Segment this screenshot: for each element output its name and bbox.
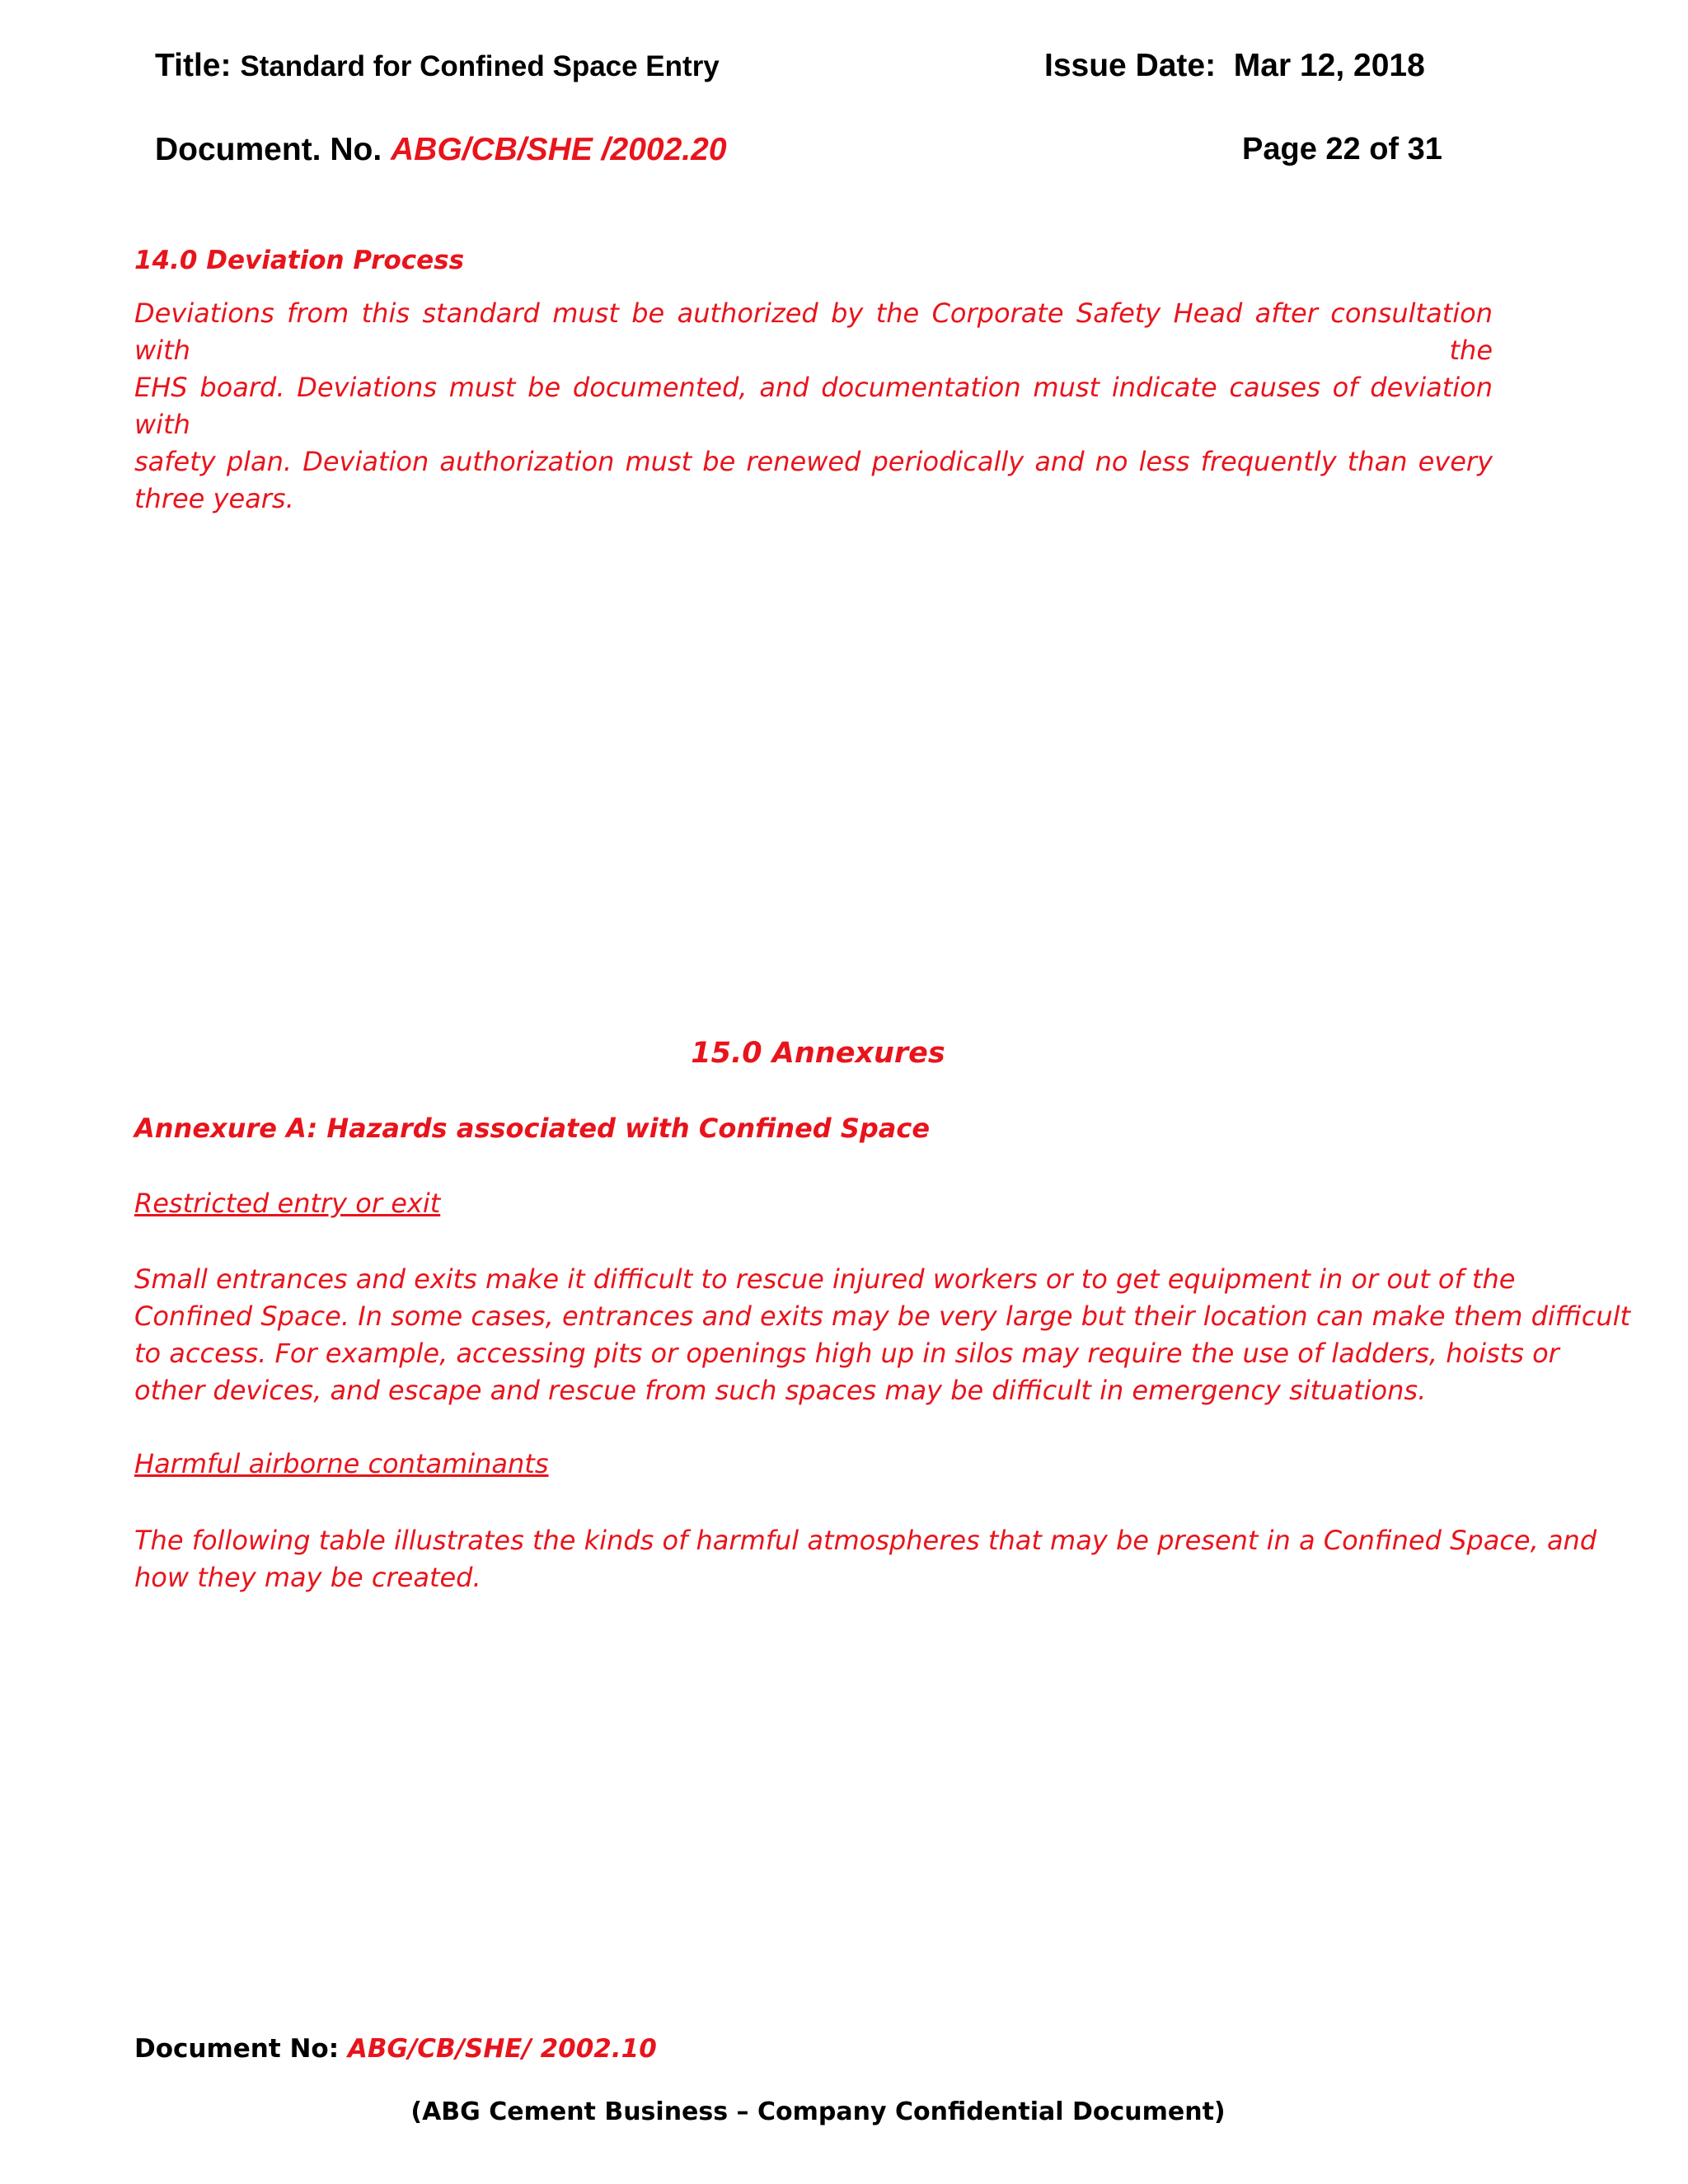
section-14-heading: 14.0 Deviation Process (134, 246, 465, 275)
footer-document-number-value: ABG/CB/SHE/ 2002.10 (347, 2034, 657, 2064)
paragraph-line: EHS board. Deviations must be documented, and documentation must indicate causes of deviation with (134, 372, 1493, 440)
paragraph-line: other devices, and escape and rescue from such spaces may be difficult in emergency situations. (134, 1375, 1427, 1406)
restricted-entry-subheading: Restricted entry or exit (134, 1188, 441, 1219)
annexure-a-heading: Annexure A: Hazards associated with Confined Space (134, 1113, 931, 1144)
page-number: Page 22 of 31 (1242, 132, 1442, 166)
paragraph-line: Deviations from this standard must be authorized by the Corporate Safety Head after consultation with the (134, 298, 1493, 366)
document-number (155, 132, 727, 168)
document-number-label: Document. No. (155, 132, 382, 167)
section-14-paragraph (134, 295, 1493, 518)
airborne-contaminants-paragraph (134, 1522, 1597, 1596)
restricted-entry-paragraph (134, 1261, 1631, 1409)
paragraph-line: safety plan. Deviation authorization must be renewed periodically and no less frequently than every (134, 446, 1493, 477)
issue-date (1044, 48, 1425, 84)
issue-date-label: Issue Date: (1044, 48, 1217, 83)
title-label: Title: (155, 48, 232, 83)
airborne-contaminants-subheading: Harmful airborne contaminants (134, 1448, 549, 1479)
paragraph-line: The following table illustrates the kinds of harmful atmospheres that may be present in a Confined Space, and (134, 1525, 1597, 1556)
footer-document-number (134, 2034, 657, 2064)
document-number-value: ABG/CB/SHE /2002.20 (391, 132, 727, 167)
document-title (155, 48, 720, 84)
paragraph-line: three years. (134, 483, 294, 514)
paragraph-line: how they may be created. (134, 1562, 481, 1593)
section-15-heading: 15.0 Annexures (691, 1037, 945, 1070)
issue-date-value: Mar 12, 2018 (1233, 48, 1425, 83)
title-text: Standard for Confined Space Entry (240, 50, 720, 82)
paragraph-line: to access. For example, accessing pits or openings high up in silos may require the use of ladders, hoists or (134, 1338, 1559, 1369)
paragraph-line: Small entrances and exits make it difficult to rescue injured workers or to get equipment in or out of the (134, 1263, 1516, 1295)
confidential-notice: (ABG Cement Business – Company Confidential Document) (410, 2097, 1226, 2126)
footer-document-number-label: Document No: (134, 2034, 340, 2064)
paragraph-line: Confined Space. In some cases, entrances and exits may be very large but their location can make them difficult (134, 1301, 1631, 1332)
